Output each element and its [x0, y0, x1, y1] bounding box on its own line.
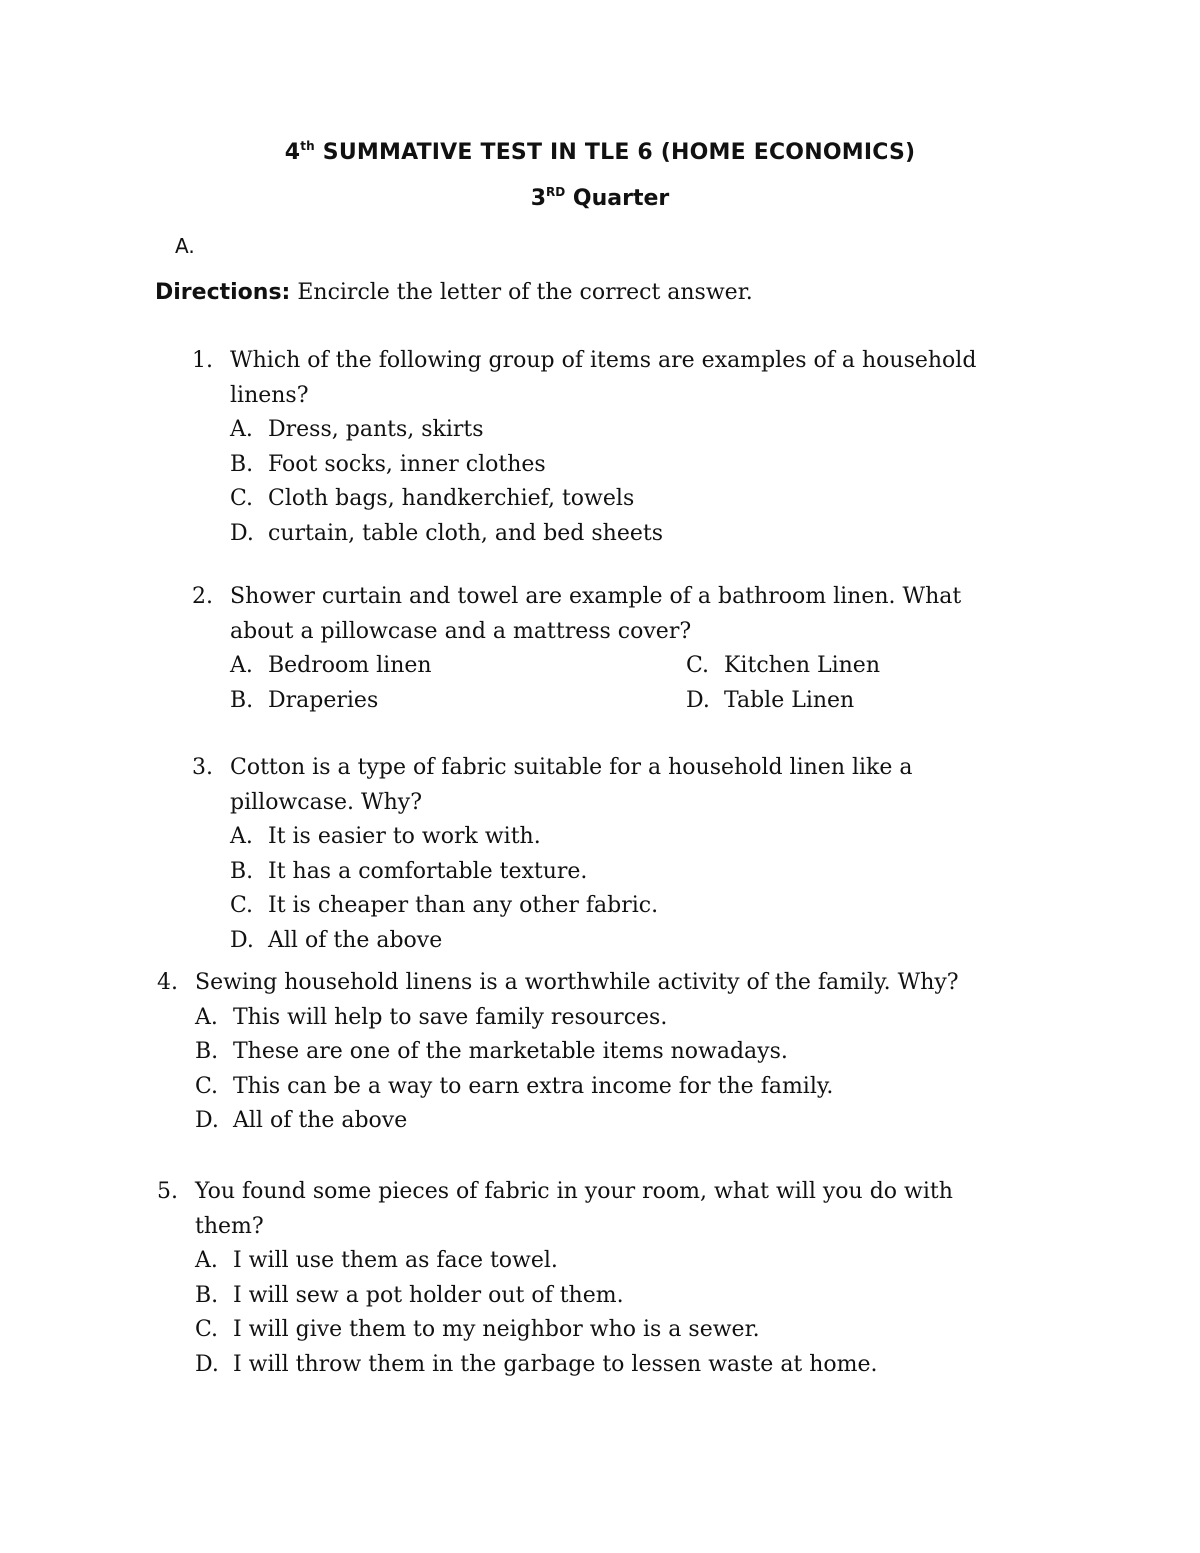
question-1 — [192, 344, 976, 551]
option-c[interactable] — [230, 889, 913, 924]
option-a[interactable] — [230, 649, 686, 684]
subtitle-superscript: RD — [546, 185, 566, 199]
option-text: All of the above — [268, 927, 443, 953]
question-2 — [192, 580, 1086, 718]
option-text: Table Linen — [724, 687, 855, 713]
option-letter: D. — [230, 520, 254, 546]
question-stem-line: them? — [195, 1213, 264, 1239]
option-text: I will sew a pot holder out of them. — [233, 1282, 624, 1308]
option-letter: D. — [686, 687, 710, 713]
directions-label: Directions: — [155, 280, 291, 305]
option-letter: B. — [230, 858, 254, 884]
directions-text: Encircle the letter of the correct answer. — [290, 280, 753, 305]
question-stem-line: about a pillowcase and a mattress cover? — [230, 618, 692, 644]
option-letter: A. — [230, 417, 253, 442]
option-a[interactable] — [230, 413, 976, 448]
option-c[interactable] — [195, 1070, 959, 1105]
option-letter: C. — [230, 486, 254, 511]
option-text: Bedroom linen — [268, 653, 432, 678]
option-text: Foot socks, inner clothes — [268, 451, 546, 477]
option-text: Cloth bags, handkerchief, towels — [268, 486, 635, 511]
option-b[interactable] — [230, 684, 686, 719]
option-letter: C. — [195, 1317, 219, 1342]
option-c[interactable] — [230, 482, 976, 517]
option-d[interactable] — [230, 924, 913, 959]
option-letter: D. — [195, 1108, 219, 1133]
option-text: It is cheaper than any other fabric. — [268, 893, 659, 918]
option-a[interactable] — [230, 820, 913, 855]
option-text: These are one of the marketable items nowadays. — [233, 1039, 788, 1064]
page-subtitle — [0, 186, 1200, 211]
option-text: I will throw them in the garbage to lessen waste at home. — [233, 1351, 878, 1377]
option-text: Dress, pants, skirts — [268, 417, 484, 442]
subtitle-text: Quarter — [565, 186, 670, 211]
option-c[interactable] — [686, 649, 1086, 684]
option-text: Kitchen Linen — [724, 653, 880, 678]
option-text: This will help to save family resources. — [233, 1004, 668, 1030]
question-stem-line: You found some pieces of fabric in your room, what will you do with — [195, 1179, 953, 1204]
question-number: 5. — [157, 1179, 178, 1204]
option-c[interactable] — [195, 1313, 953, 1348]
option-text: All of the above — [233, 1108, 408, 1133]
question-3 — [192, 751, 913, 958]
subtitle-number: 3 — [530, 186, 547, 211]
option-text: It has a comfortable texture. — [268, 858, 588, 884]
question-4 — [157, 966, 959, 1139]
option-d[interactable] — [686, 684, 1086, 719]
option-letter: D. — [195, 1351, 219, 1377]
option-b[interactable] — [230, 855, 913, 890]
option-letter: B. — [195, 1039, 219, 1064]
page-title — [0, 140, 1200, 165]
option-letter: A. — [195, 1004, 218, 1030]
option-text: I will give them to my neighbor who is a sewer. — [233, 1317, 760, 1342]
option-text: It is easier to work with. — [268, 824, 541, 849]
question-number: 2. — [192, 584, 213, 609]
option-d[interactable] — [195, 1104, 959, 1139]
option-b[interactable] — [230, 448, 976, 483]
question-number: 4. — [157, 970, 178, 995]
option-text: I will use them as face towel. — [233, 1248, 558, 1273]
question-stem-line: Sewing household linens is a worthwhile activity of the family. Why? — [195, 970, 959, 995]
option-letter: C. — [686, 653, 710, 678]
option-d[interactable] — [195, 1348, 953, 1383]
directions — [155, 280, 753, 305]
option-letter: A. — [230, 824, 253, 849]
option-b[interactable] — [195, 1279, 953, 1314]
title-number: 4 — [284, 140, 301, 165]
question-stem-line: linens? — [230, 382, 309, 408]
option-text: This can be a way to earn extra income for the family. — [233, 1073, 834, 1099]
option-a[interactable] — [195, 1244, 953, 1279]
option-letter: D. — [230, 927, 254, 953]
question-stem-line: Cotton is a type of fabric suitable for a household linen like a — [230, 755, 913, 780]
question-number: 1. — [192, 348, 213, 373]
option-letter: C. — [195, 1073, 219, 1099]
options-grid — [230, 649, 1086, 718]
question-stem-line: Shower curtain and towel are example of a bathroom linen. What — [230, 584, 962, 609]
question-number: 3. — [192, 755, 213, 780]
option-letter: B. — [195, 1282, 219, 1308]
option-b[interactable] — [195, 1035, 959, 1070]
option-letter: B. — [230, 687, 254, 713]
part-label: A. — [175, 234, 195, 258]
question-stem-line: Which of the following group of items are examples of a household — [230, 348, 977, 373]
option-text: curtain, table cloth, and bed sheets — [268, 520, 664, 546]
option-a[interactable] — [195, 1001, 959, 1036]
title-superscript: th — [300, 139, 315, 153]
option-text: Draperies — [268, 687, 379, 713]
option-letter: A. — [230, 653, 253, 678]
question-stem-line: pillowcase. Why? — [230, 789, 423, 815]
question-5 — [157, 1175, 953, 1382]
option-letter: A. — [195, 1248, 218, 1273]
title-text: SUMMATIVE TEST IN TLE 6 (HOME ECONOMICS) — [314, 140, 916, 165]
option-letter: C. — [230, 893, 254, 918]
option-letter: B. — [230, 451, 254, 477]
option-d[interactable] — [230, 517, 976, 552]
